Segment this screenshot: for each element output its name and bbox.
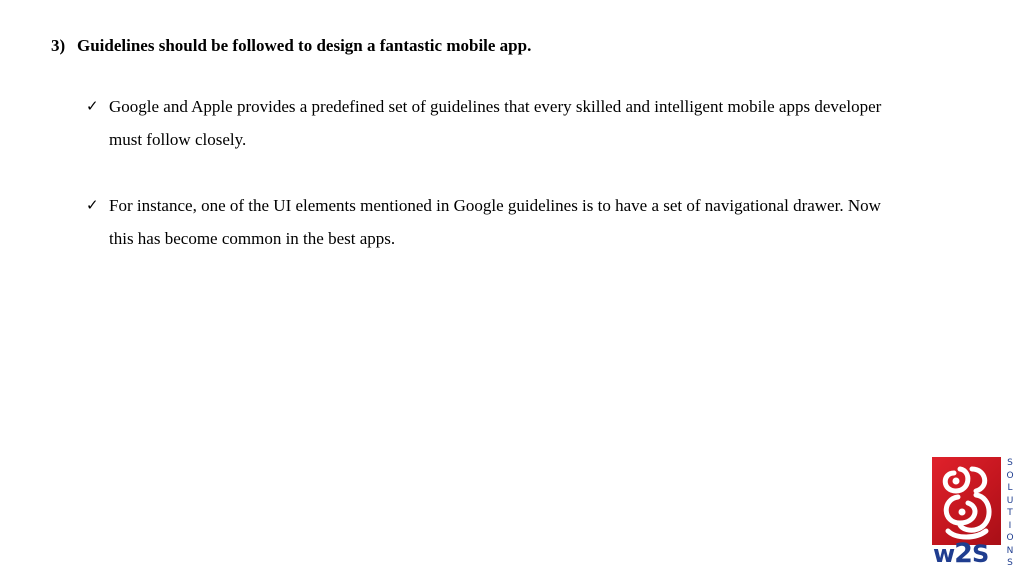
- logo-letter-2: 2: [954, 538, 972, 569]
- logo-swirl-icon: [932, 457, 1001, 545]
- checkmark-icon: ✓: [86, 196, 99, 214]
- logo-emblem: [932, 457, 1001, 545]
- checkmark-icon: ✓: [86, 97, 99, 115]
- logo-side-letter: S: [1007, 558, 1013, 568]
- logo-side-letter: O: [1006, 470, 1014, 481]
- logo-side-letter: N: [1006, 545, 1014, 556]
- logo-letter-s: S: [971, 540, 989, 568]
- logo-solutions-vertical: [1005, 457, 1015, 570]
- bullet-text: For instance, one of the UI elements mentioned in Google guidelines is to have a set of navigational drawer. Now this has become common in the best apps.: [109, 196, 881, 248]
- slide-heading: [51, 36, 531, 56]
- logo-side-letter: U: [1006, 495, 1014, 506]
- logo-side-letter: O: [1006, 533, 1014, 543]
- w2s-solutions-logo: [932, 457, 1016, 569]
- logo-side-letter: I: [1008, 520, 1012, 531]
- logo-letter-w: w: [933, 540, 955, 568]
- bullet-text: Google and Apple provides a predefined set of guidelines that every skilled and intelligent mobile apps developer must follow closely.: [109, 97, 882, 149]
- heading-text: Guidelines should be followed to design a fantastic mobile app.: [77, 36, 532, 55]
- logo-side-letter: T: [1007, 508, 1013, 518]
- bullet-item: [86, 90, 886, 156]
- logo-side-letter: S: [1007, 458, 1013, 468]
- bullet-item: [86, 189, 886, 255]
- heading-number: 3): [51, 36, 66, 55]
- logo-wordmark: [933, 540, 988, 568]
- logo-side-letter: L: [1007, 483, 1013, 493]
